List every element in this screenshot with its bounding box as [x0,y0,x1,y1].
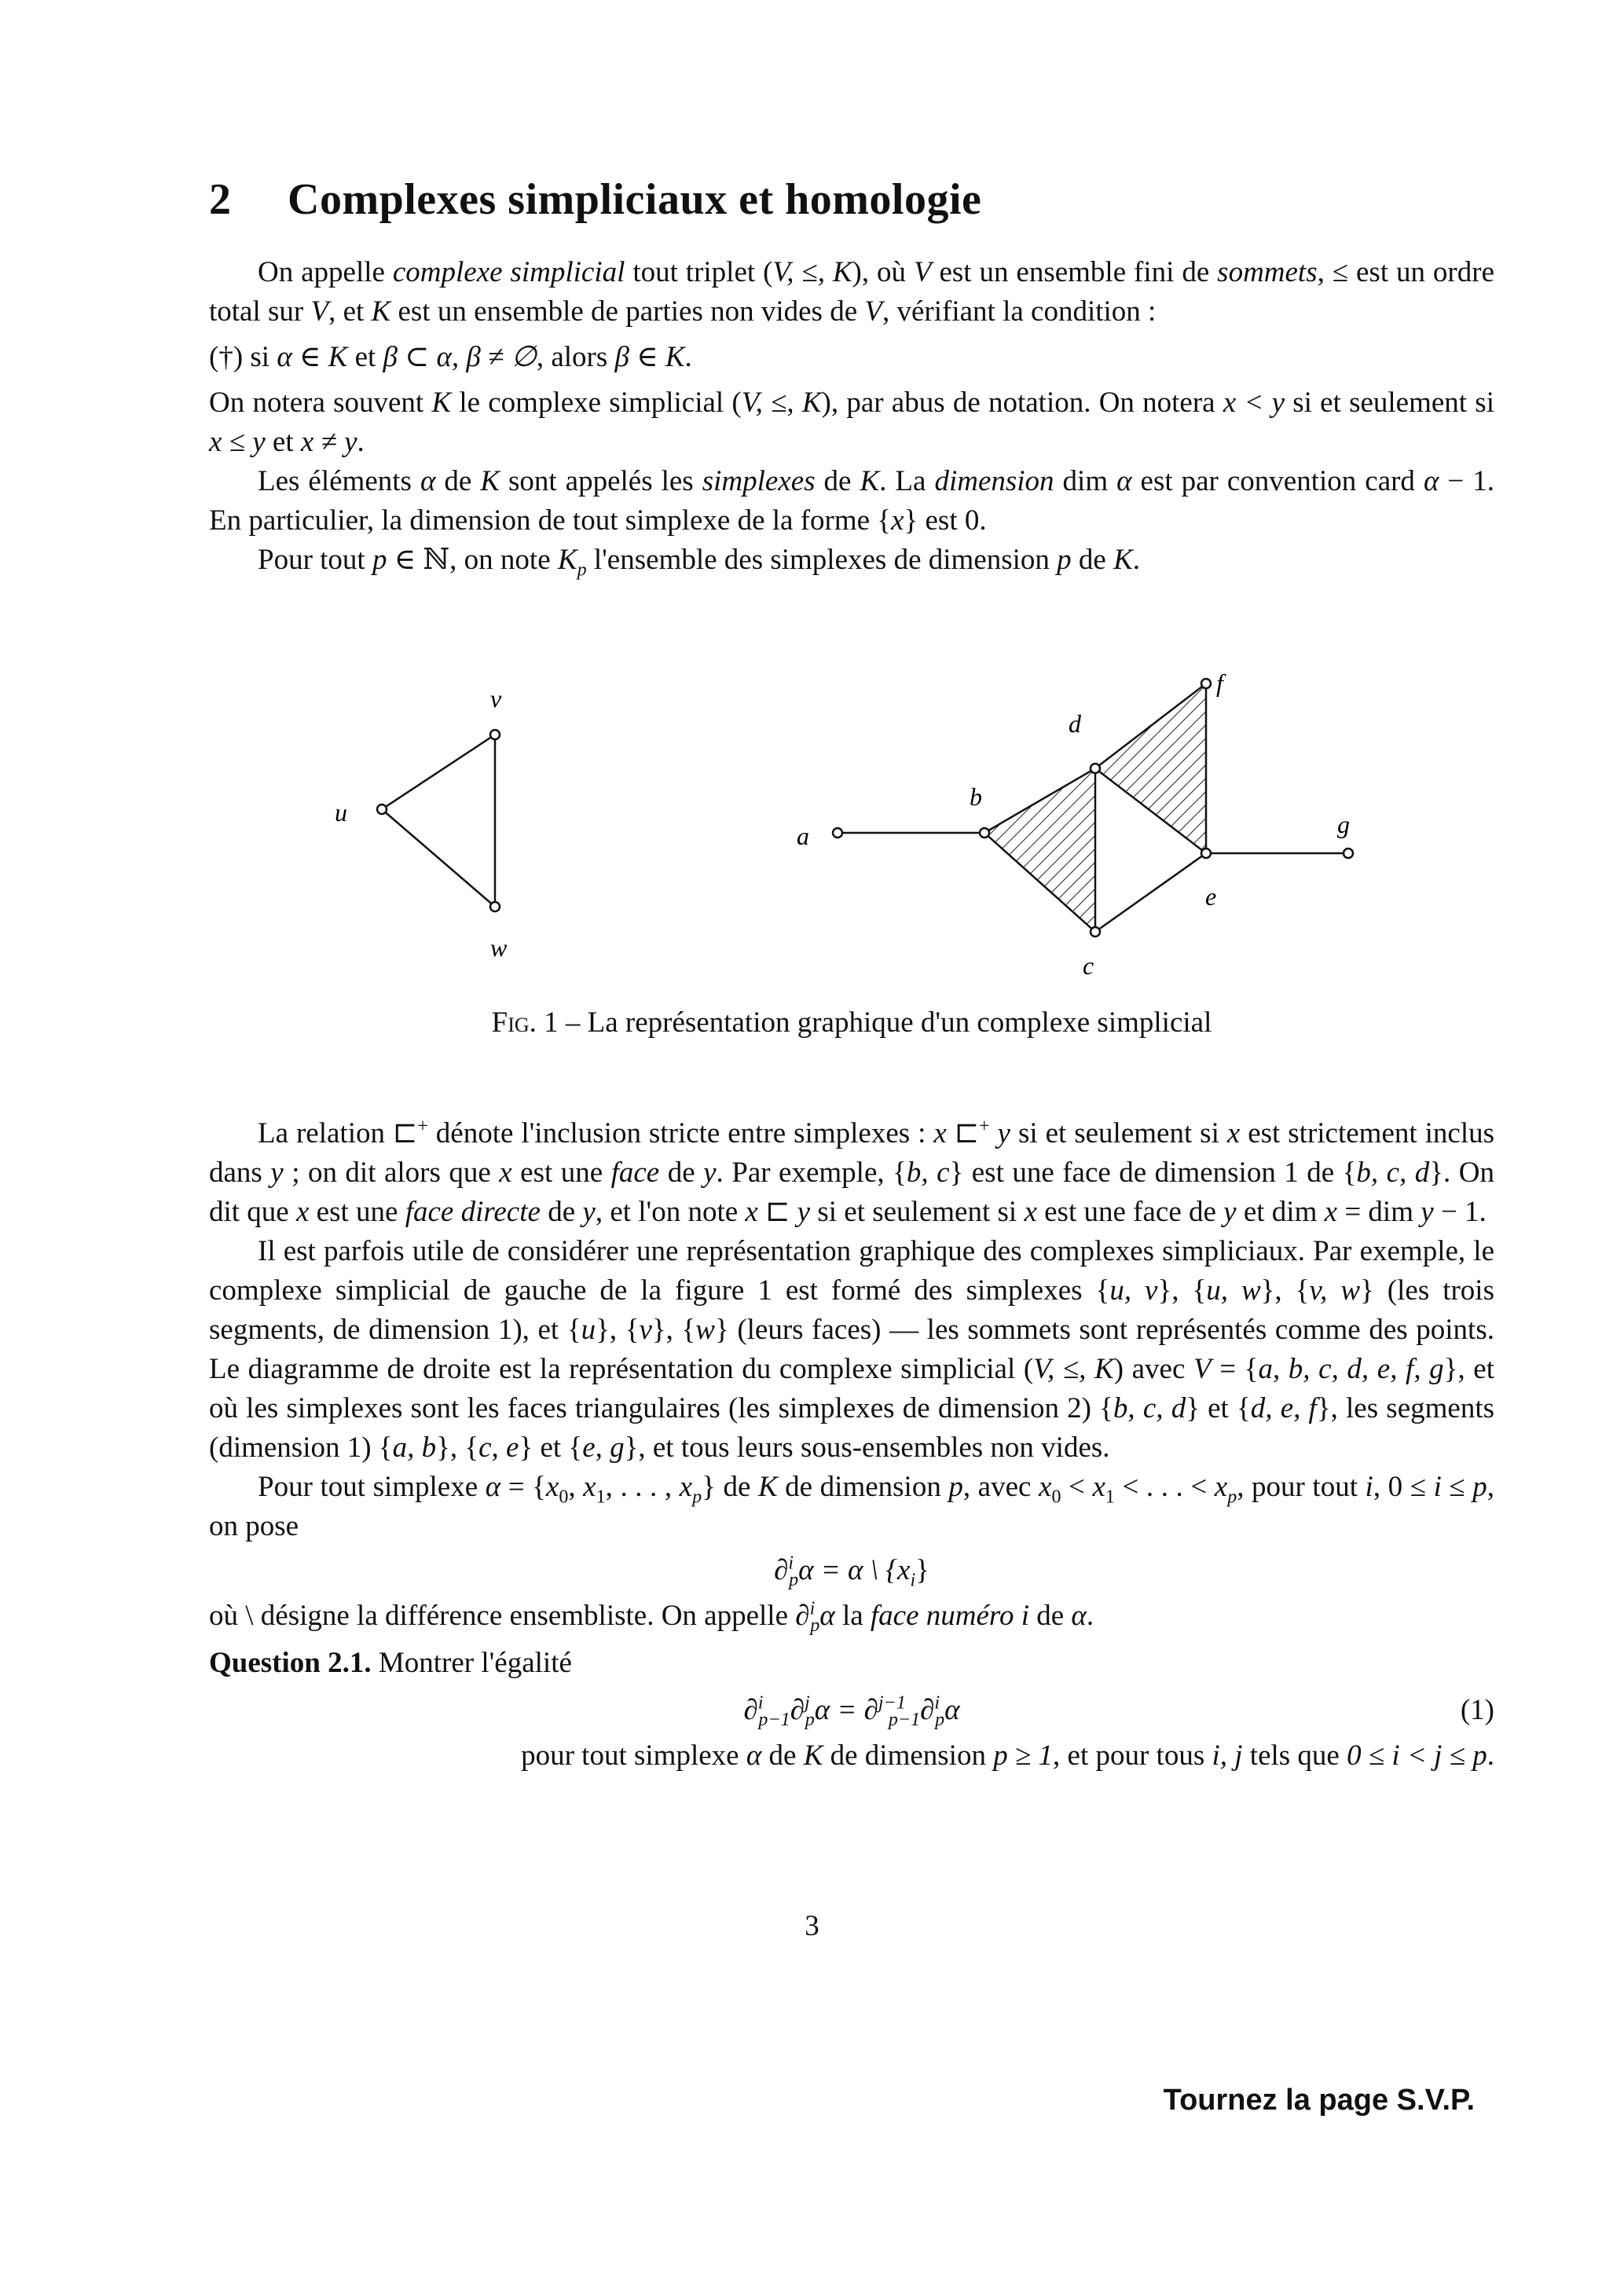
equation-1: ∂$^i_{p-1}$∂$^j_p$α = ∂$^{j-1}_{p-1}$∂$^i_p$α (1) [209,1691,1494,1730]
label-w: w [490,933,508,962]
vertex-c [1091,927,1100,937]
vertex-f [1201,679,1211,688]
label-g: g [1337,810,1350,838]
page-number: 3 [805,1910,819,1942]
vertex-w [490,902,500,911]
question-2-1: Question 2.1. Montrer l'égalité [209,1647,572,1679]
triangle-bcd [984,768,1095,932]
definition-block [209,253,1494,580]
relation-paragraph: La relation ⊏+ dénote l'inclusion stricte entre simplexes : x ⊏+ y si et seulement si x est strictement inclus dans y ; on dit alors que x est une face de y. Par exemple, {b, c} est une face de dimension 1 de {b, c, d}. On dit que x est une face directe de y, et l'on note x ⊏ y si et seulement si x est une face de y et dim x = dim y − 1. [209,1116,1494,1228]
kp-paragraph: Pour tout p ∈ ℕ, on note $K_p$ l'ensemble des simplexes de dimension p de K. [258,544,1141,581]
figure-caption: Fig. 1 – La représentation graphique d'un complexe simplicial [491,1006,1212,1039]
label-b: b [970,783,982,811]
turn-page-footer: Tournez la page S.V.P. [1163,2084,1475,2117]
simplex-paragraph: Les éléments α de K sont appelés les simplexes de K. La dimension dim α est par convention card α − 1. En particulier, la dimension de tout simplexe de la forme {x} est 0. [209,465,1494,537]
vertex-b [980,828,989,838]
section-heading [209,174,981,225]
vertex-v [490,730,500,739]
graphical-paragraph: Il est parfois utile de considérer une représentation graphique des complexes simpliciaux. Par exemple, le complexe simplicial de gauche de la figure 1 est formé des simplexes {u, v}, {u, w}, {v, w} (les trois segments, de dimension 1), et {u}, {v}, {w} (leurs faces) — les sommets sont représentés comme des points. Le diagramme de droite est la représentation du complexe simplicial (V, ≤, K) avec V = {a, b, c, d, e, f, g}, et où les simplexes sont les faces triangulaires (les simplexes de dimension 2) {b, c, d} et {d, e, f}, les segments (dimension 1) {a, b}, {c, e} et {e, g}, et tous leurs sous-ensembles non vides. [209,1235,1495,1464]
edge-uw [382,809,495,907]
question-label: Question 2.1. [209,1647,372,1679]
left-complex [335,684,508,962]
vertex-e [1201,849,1211,858]
edge-ce [1095,853,1206,932]
triangle-def [1095,684,1206,853]
vertex-g [1344,849,1353,858]
boundary-paragraph: Pour tout simplexe $\alpha = \{x_0$, $x_1$, . . . , $x_p$} de K de dimension p, avec $x_0 < x_1$ < . . . < $x_p$, pour tout i, 0 ≤ i ≤ p, on pose [209,1471,1495,1542]
figure-simplicial-complexes [209,668,1494,1014]
question-condition: pour tout simplexe α de K de dimension p ≥ 1, et pour tous i, j tels que 0 ≤ i < j ≤ p. [521,1740,1494,1772]
label-d: d [1069,709,1081,738]
vertex-a [833,828,842,838]
definition-paragraph: On appelle complexe simplicial tout triplet (V, ≤, K), où V est un ensemble fini de sommets, ≤ est un ordre total sur V, et K est un ensemble de parties non vides de V, vérifiant la condition : [209,256,1494,328]
label-a: a [797,822,809,850]
vertex-u [377,805,387,814]
face-number-paragraph: où \ désigne la différence ensembliste. On appelle ∂$^i_p$α la face numéro i de α. [209,1598,1094,1637]
section-title: Complexes simpliciaux et homologie [288,175,982,224]
condition-dagger: (†) si α ∈ K et β ⊂ α, β ≠ ∅, alors β ∈ K. [209,341,692,373]
right-complex [797,669,1353,980]
edge-uv [382,735,495,809]
face-definition-equation: ∂$^i_p$α = α \ $\{x_i\}$ [774,1553,929,1591]
equation-number: (1) [1460,1694,1494,1726]
label-c: c [1083,951,1094,980]
section-number: 2 [209,175,232,224]
label-e: e [1205,882,1217,911]
body-block [209,1114,1494,1776]
vertex-d [1091,764,1100,773]
notation-paragraph: On notera souvent K le complexe simplicial (V, ≤, K), par abus de notation. On notera x < y si et seulement si x ≤ y et x ≠ y. [209,387,1494,458]
label-v: v [490,684,502,713]
label-f: f [1216,669,1223,697]
label-u: u [335,798,347,827]
